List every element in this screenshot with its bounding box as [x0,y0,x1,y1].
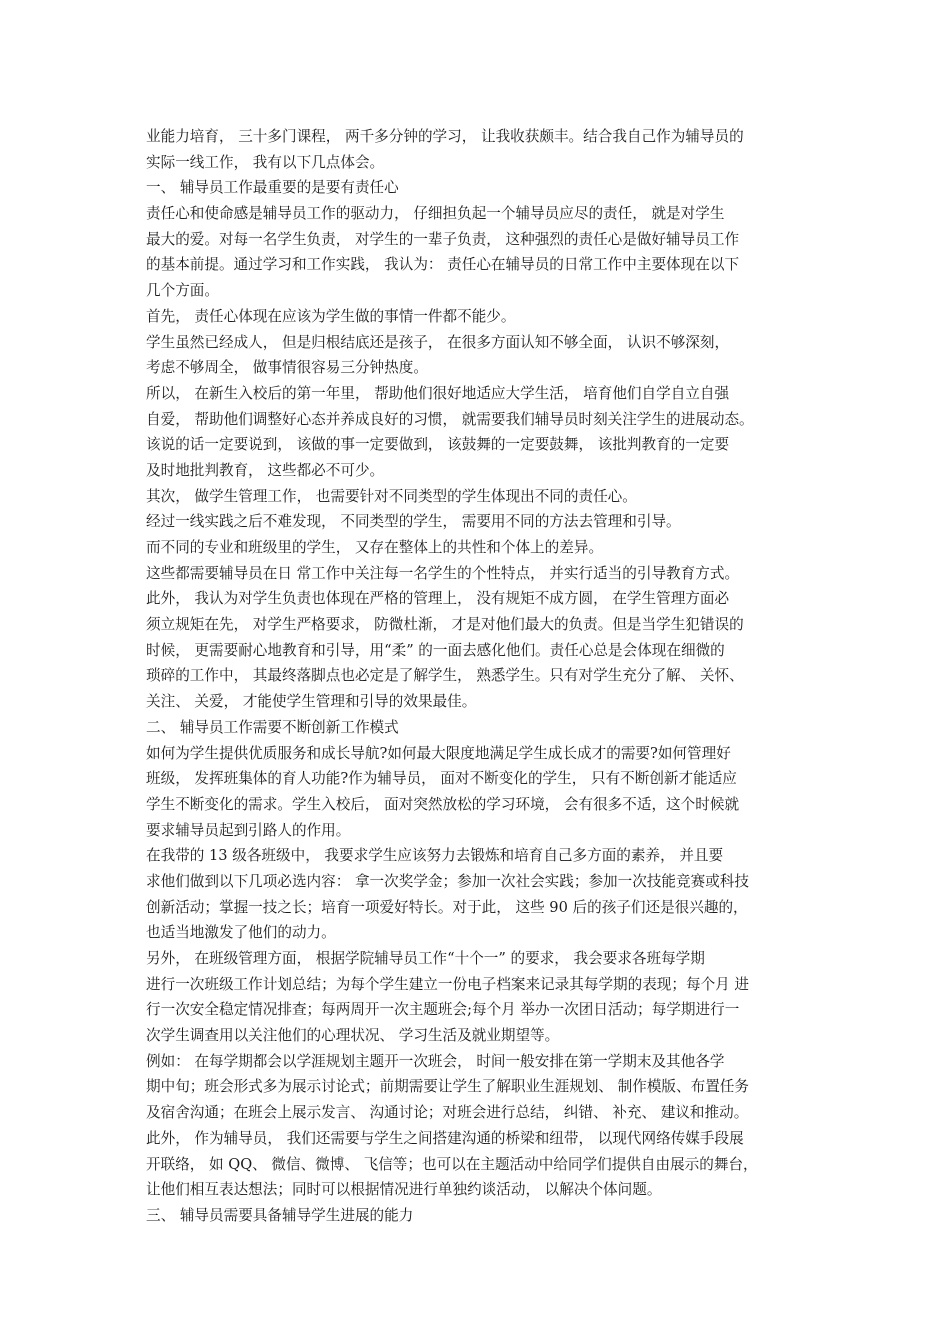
text-line: 次学生调查用以关注他们的心理状况、 学习生活及就业期望等。 [146,1027,560,1045]
text-line: 三、 辅导员需要具备辅导学生进展的能力 [146,1206,414,1224]
text-line: 也适当地激发了他们的动力。 [146,924,336,942]
text-line: 其次， 做学生管理工作， 也需要针对不同类型的学生体现出不同的责任心。 [146,487,637,505]
text-line: 要求辅导员起到引路人的作用。 [146,821,351,839]
text-line: 几个方面。 [146,282,219,300]
document-body [146,124,816,1229]
text-line: 求他们做到以下几项必选内容： 拿一次奖学金；参加一次社会实践；参加一次技能竞赛或科技 [146,872,749,890]
section-heading: 二、 辅导员工作需要不断创新工作模式 [146,718,399,736]
text-line: 自爱， 帮助他们调整好心态并养成良好的习惯， 就需要我们辅导员时刻关注学生的进展动态。 [146,410,754,428]
text-line: 开联络， 如 QQ、 微信、微博、 飞信等；也可以在主题活动中给同学们提供自由展示的舞台， [146,1155,758,1173]
text-line: 关注、 关爱， 才能使学生管理和引导的效果最佳。 [146,693,477,711]
text-line: 经过一线实践之后不难发现， 不同类型的学生， 需要用不同的方法去管理和引导。 [146,513,681,531]
text-line: 让他们相互表达想法；同时可以根据情况进行单独约谈活动， 以解决个体问题。 [146,1181,662,1199]
text-line: 班级， 发挥班集体的育人功能?作为辅导员， 面对不断变化的学生， 只有不断创新才能适应 [146,770,737,788]
text-line: 该说的话一定要说到， 该做的事一定要做到， 该鼓舞的一定要鼓舞， 该批判教育的一定要 [146,436,730,454]
text-line: 行一次安全稳定情况排查；每两周开一次主题班会;每个月 举办一次团日活动；每学期进行一 [146,1001,740,1019]
text-line: 学生虽然已经成人， 但是归根结底还是孩子， 在很多方面认知不够全面， 认识不够深刻， [146,333,730,351]
text-line: 及时地批判教育， 这些都必不可少。 [146,461,385,479]
text-line: 而不同的专业和班级里的学生， 又存在整体上的共性和个体上的差异。 [146,539,604,556]
text-line: 此外， 作为辅导员， 我们还需要与学生之间搭建沟通的桥梁和纽带， 以现代网络传媒手段展 [146,1129,744,1147]
text-line: 例如： 在每学期都会以学涯规划主题开一次班会， 时间一般安排在第一学期末及其他各学 [146,1052,725,1070]
text-line: 琐碎的工作中， 其最终落脚点也必定是了解学生， 熟悉学生。只有对学生充分了解、 关怀、 [146,667,744,685]
text-line: 考虑不够周全， 做事情很容易三分钟热度。 [146,359,428,377]
text-line: 及宿舍沟通；在班会上展示发言、 沟通讨论；对班会进行总结， 纠错、 补充、 建议和推动。 [146,1104,749,1122]
text-line: 实际一线工作， 我有以下几点体会。 [146,153,385,171]
text-line: 学生不断变化的需求。学生入校后， 面对突然放松的学习环境， 会有很多不适，这个时候就 [146,795,740,813]
text-line: 时候， 更需要耐心地教育和引导，用“柔” 的一面去感化他们。责任心总是会体现在细微的 [146,641,725,659]
text-line: 另外， 在班级管理方面， 根据学院辅导员工作“十个一” 的要求， 我会要求各班每学期 [146,950,705,967]
text-line: 进行一次班级工作计划总结；为每个学生建立一份电子档案来记录其每学期的表现；每个月 进 [146,975,749,993]
text-line: 最大的爱。对每一名学生负责， 对学生的一辈子负责， 这种强烈的责任心是做好辅导员工作 [146,230,740,248]
section-heading: 一、 辅导员工作最重要的是要有责任心 [146,179,399,197]
text-line: 在我带的 13 级各班级中， 我要求学生应该努力去锻炼和培育自己多方面的素养， 并且要 [146,847,724,865]
text-line: 的基本前提。通过学习和工作实践， 我认为： 责任心在辅导员的日常工作中主要体现在以下 [146,256,740,274]
text-line: 业能力培育， 三十多门课程， 两千多分钟的学习， 让我收获颇丰。结合我自己作为辅导员的 [146,128,744,145]
text-line: 首先， 责任心体现在应该为学生做的事情一件都不能少。 [146,307,516,325]
text-line: 期中旬；班会形式多为展示讨论式；前期需要让学生了解职业生涯规划、 制作模版、布置任务 [146,1078,749,1096]
text-line: 创新活动；掌握一技之长；培育一项爱好特长。对于此， 这些 90 后的孩子们还是很兴趣的， [146,898,748,916]
text-line: 此外， 我认为对学生负责也体现在严格的管理上， 没有规矩不成方圆， 在学生管理方面必 [146,590,730,608]
text-line: 如何为学生提供优质服务和成长导航?如何最大限度地满足学生成长成才的需要?如何管理好 [146,744,731,762]
text-line: 责任心和使命感是辅导员工作的驱动力， 仔细担负起一个辅导员应尽的责任， 就是对学生 [146,205,725,223]
text-line: 须立规矩在先， 对学生严格要求， 防微杜渐， 才是对他们最大的负责。但是当学生犯错误的 [146,616,744,634]
text-line: 所以， 在新生入校后的第一年里， 帮助他们很好地适应大学生活， 培育他们自学自立自强 [146,384,730,402]
text-line: 这些都需要辅导员在日 常工作中关注每一名学生的个性特点， 并实行适当的引导教育方式。 [146,564,740,582]
